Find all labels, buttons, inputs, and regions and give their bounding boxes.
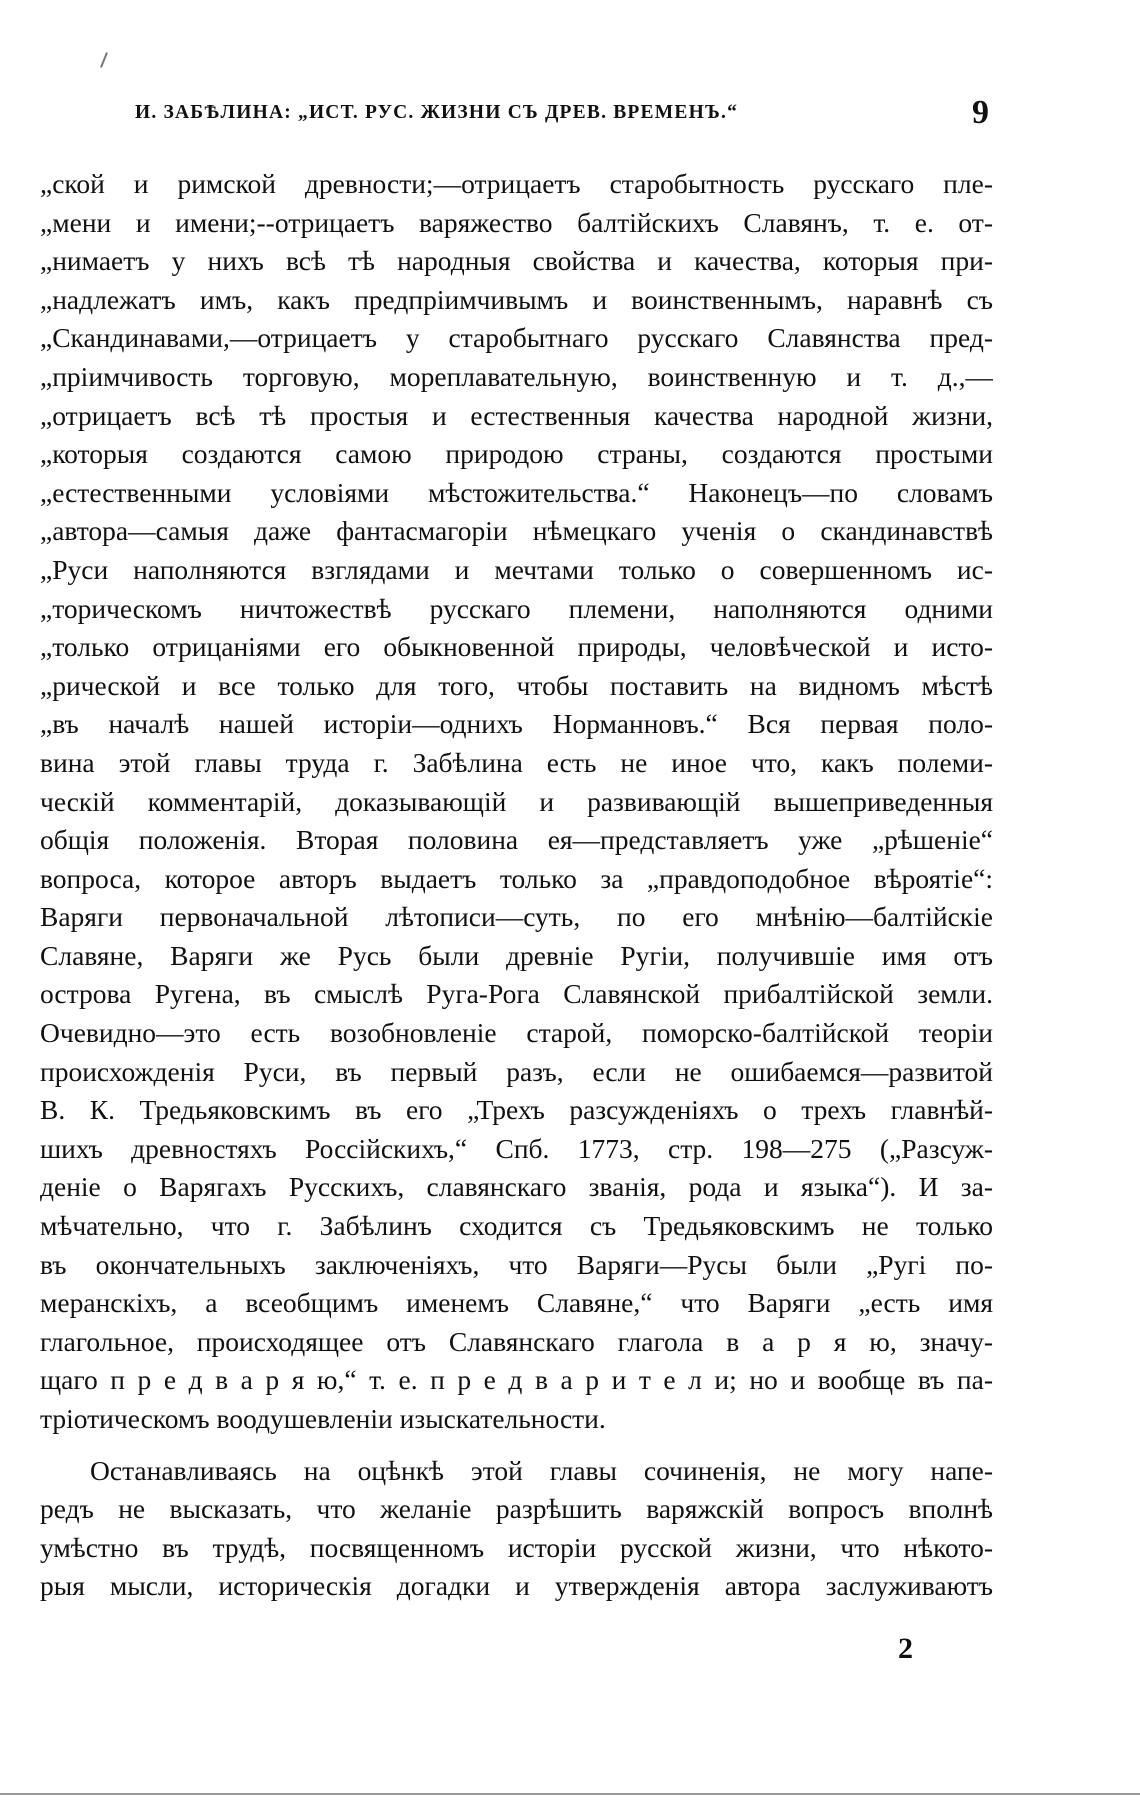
text-line: „мени и имени;--отрицаетъ варяжество балтійскихъ Славянъ, т. е. от- [40,206,993,238]
text-line: „рической и все только для того, чтобы поставить на видномъ мѣстѣ [40,669,993,701]
text-line: щаго п р е д в а р я ю,“ т. е. п р е д в а р и т е л и; но и вообще въ па- [40,1364,993,1396]
text-line: Останавливаясь на оцѣнкѣ этой главы сочиненія, не могу напе- [90,1454,993,1486]
text-line: „ской и римской древности;—отрицаетъ старобытность русскаго пле- [40,168,993,199]
text-line: редъ не высказать, что желаніе разрѣшить варяжскій вопросъ вполнѣ [40,1493,993,1525]
text-line: глагольное, происходящее отъ Славянскаго глагола в а р я ю, значу- [40,1325,993,1357]
text-line: „которыя создаются самою природою страны, создаются простыми [40,438,993,470]
text-line: деніе о Варягахъ Русскихъ, славянскаго званія, рода и языка“). И за- [40,1171,993,1203]
page-number: 9 [972,94,989,131]
text-line: вопроса, которое авторъ выдаетъ только за „правдоподобное вѣроятіе“: [40,862,993,894]
text-line: вина этой главы труда г. Забѣлина есть не иное что, какъ полеми- [40,746,993,778]
text-line: умѣстно въ трудѣ, посвященномъ исторіи русской жизни, что нѣкото- [40,1531,993,1563]
text-line: тріотическомъ воодушевленіи изыскательности. [40,1403,606,1434]
text-line: „только отрицаніями его обыкновенной природы, человѣческой и исто- [40,631,993,663]
text-line: „торическомъ ничтожествѣ русскаго племени, наполняются одними [40,592,993,624]
text-line: Славяне, Варяги же Русь были древніе Ругіи, получившіе имя отъ [40,939,993,971]
text-line: „естественными условіями мѣстожительства.“ Наконецъ—по словамъ [40,476,993,508]
text-line: „Скандинавами,—отрицаетъ у старобытнаго русскаго Славянства пред- [40,322,993,354]
page-edge-rule [0,1793,1140,1795]
text-line: въ окончательныхъ заключеніяхъ, что Варяги—Русы были „Ругі по- [40,1248,993,1280]
body-text [40,165,993,1606]
text-line: шихъ древностяхъ Россійскихъ,“ Спб. 1773, стр. 198—275 („Разсуж- [40,1132,993,1164]
ink-mark [100,52,108,68]
text-line: Очевидно—это есть возобновленіе старой, поморско-балтійской теоріи [40,1017,993,1049]
running-header [135,96,993,140]
text-line: „Руси наполняются взглядами и мечтами только о совершенномъ ис- [40,553,993,585]
text-line: происхожденія Руси, въ первый разъ, если не ошибаемся—развитой [40,1055,993,1087]
text-line: „автора—самыя даже фантасмагоріи нѣмецкаго ученія о скандинавствѣ [40,515,993,547]
text-line: острова Ругена, въ смыслѣ Руга-Рога Славянской прибалтійской земли. [40,978,993,1010]
text-line: рыя мысли, историческія догадки и утвержденія автора заслуживаютъ [40,1570,993,1602]
signature-mark: 2 [898,1632,913,1665]
text-line: меранскіхъ, а всеобщимъ именемъ Славяне,“ что Варяги „есть имя [40,1287,993,1319]
text-line: мѣчательно, что г. Забѣлинъ сходится съ Тредьяковскимъ не только [40,1210,993,1242]
text-line: „пріимчивость торговую, мореплавательную, воинственную и т. д.,— [40,360,993,392]
running-title: И. ЗАБѢЛИНА: „ИСТ. РУС. ЖИЗНИ СЪ ДРЕВ. ВРЕМЕНЪ.“ [135,102,739,123]
text-line: общія положенія. Вторая половина ея—представляетъ уже „рѣшеніе“ [40,824,993,856]
text-line: В. К. Тредьяковскимъ въ его „Трехъ разсужденіяхъ о трехъ главнѣй- [40,1094,993,1126]
text-line: ческій комментарій, доказывающій и развивающій вышеприведенныя [40,785,993,817]
text-line: „отрицаетъ всѣ тѣ простыя и естественныя качества народной жизни, [40,399,993,431]
text-line: „нимаетъ у нихъ всѣ тѣ народныя свойства и качества, которыя при- [40,245,993,277]
text-line: Варяги первоначальной лѣтописи—суть, по его мнѣнію—балтійскіе [40,901,993,933]
text-line: „надлежатъ имъ, какъ предпріимчивымъ и воинственнымъ, наравнѣ съ [40,283,993,315]
text-line: „въ началѣ нашей исторіи—однихъ Норманновъ.“ Вся первая поло- [40,708,993,740]
